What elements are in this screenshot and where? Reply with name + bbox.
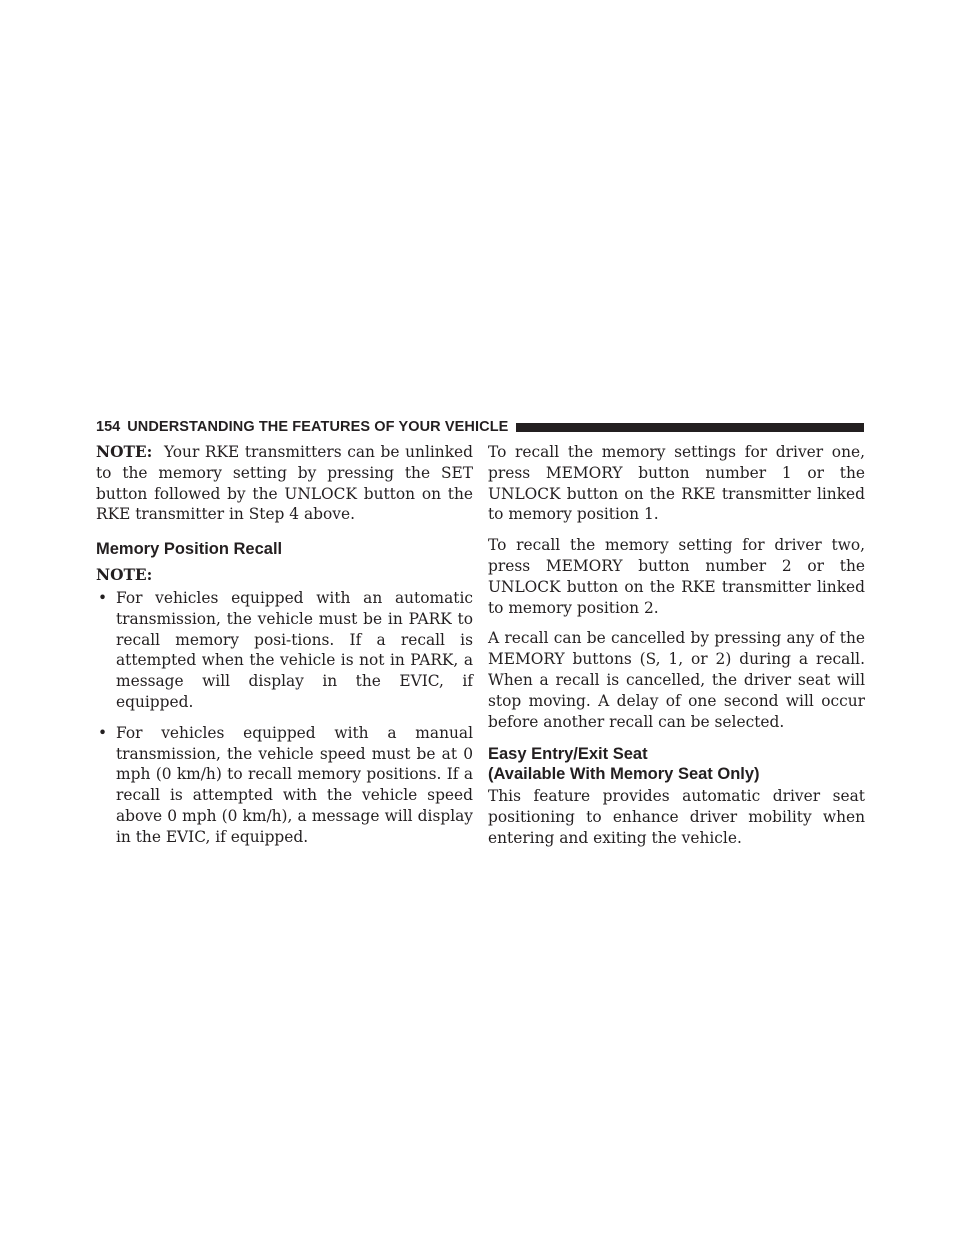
- recall-driver-two-paragraph: To recall the memory setting for driver two, press MEMORY button number 2 or the UNLOCK button on the RKE transmitter linked to memory position 2.: [488, 536, 865, 617]
- list-item: [96, 588, 473, 713]
- easy-entry-paragraph: This feature provides automatic driver seat positioning to enhance driver mobility when entering and exiting the vehicle.: [488, 787, 865, 847]
- memory-position-recall-heading: Memory Position Recall: [96, 540, 283, 559]
- page-header: [96, 417, 864, 437]
- page-number: 154: [96, 419, 121, 435]
- note-label: NOTE:: [96, 443, 153, 461]
- heading-line-2: (Available With Memory Seat Only): [488, 765, 760, 784]
- recall-driver-one-paragraph: To recall the memory settings for driver one, press MEMORY button number 1 or the UNLOCK button on the RKE transmitter linked to memory position 1.: [488, 443, 865, 524]
- bullet-icon: •: [98, 723, 108, 742]
- easy-entry-exit-heading: [488, 744, 865, 784]
- recall-cancel-paragraph: A recall can be cancelled by pressing any of the MEMORY buttons (S, 1, or 2) during a recall. When a recall is cancelled, the driver seat will stop moving. A delay of one second will occur before another recall can be selected.: [488, 629, 865, 731]
- section-title: UNDERSTANDING THE FEATURES OF YOUR VEHICLE: [127, 419, 509, 435]
- note-bullet-list: [96, 588, 473, 848]
- left-column: [96, 442, 473, 858]
- note-text: Your RKE transmitters can be unlinked to the memory setting by pressing the SET button followed by the UNLOCK button on the RKE transmitter in Step 4 above.: [96, 443, 473, 524]
- right-column: [488, 442, 865, 859]
- heading-line-1: Easy Entry/Exit Seat: [488, 745, 648, 764]
- list-item: [96, 723, 473, 848]
- note-paragraph: [96, 442, 473, 525]
- header-rule: [516, 423, 864, 432]
- note-heading: NOTE:: [96, 566, 153, 585]
- list-item-text: For vehicles equipped with an automatic transmission, the vehicle must be in PARK to recall memory posi-tions. If a recall is attempted when the vehicle is not in PARK, a message will display in the EVIC, if equipped.: [116, 588, 473, 711]
- bullet-icon: •: [98, 588, 108, 607]
- list-item-text: For vehicles equipped with a manual transmission, the vehicle speed must be at 0 mph (0 km/h) to recall memory positions. If a recall is attempted with the vehicle speed above 0 mph (0 km/h), a message will display in the EVIC, if equipped.: [116, 723, 473, 846]
